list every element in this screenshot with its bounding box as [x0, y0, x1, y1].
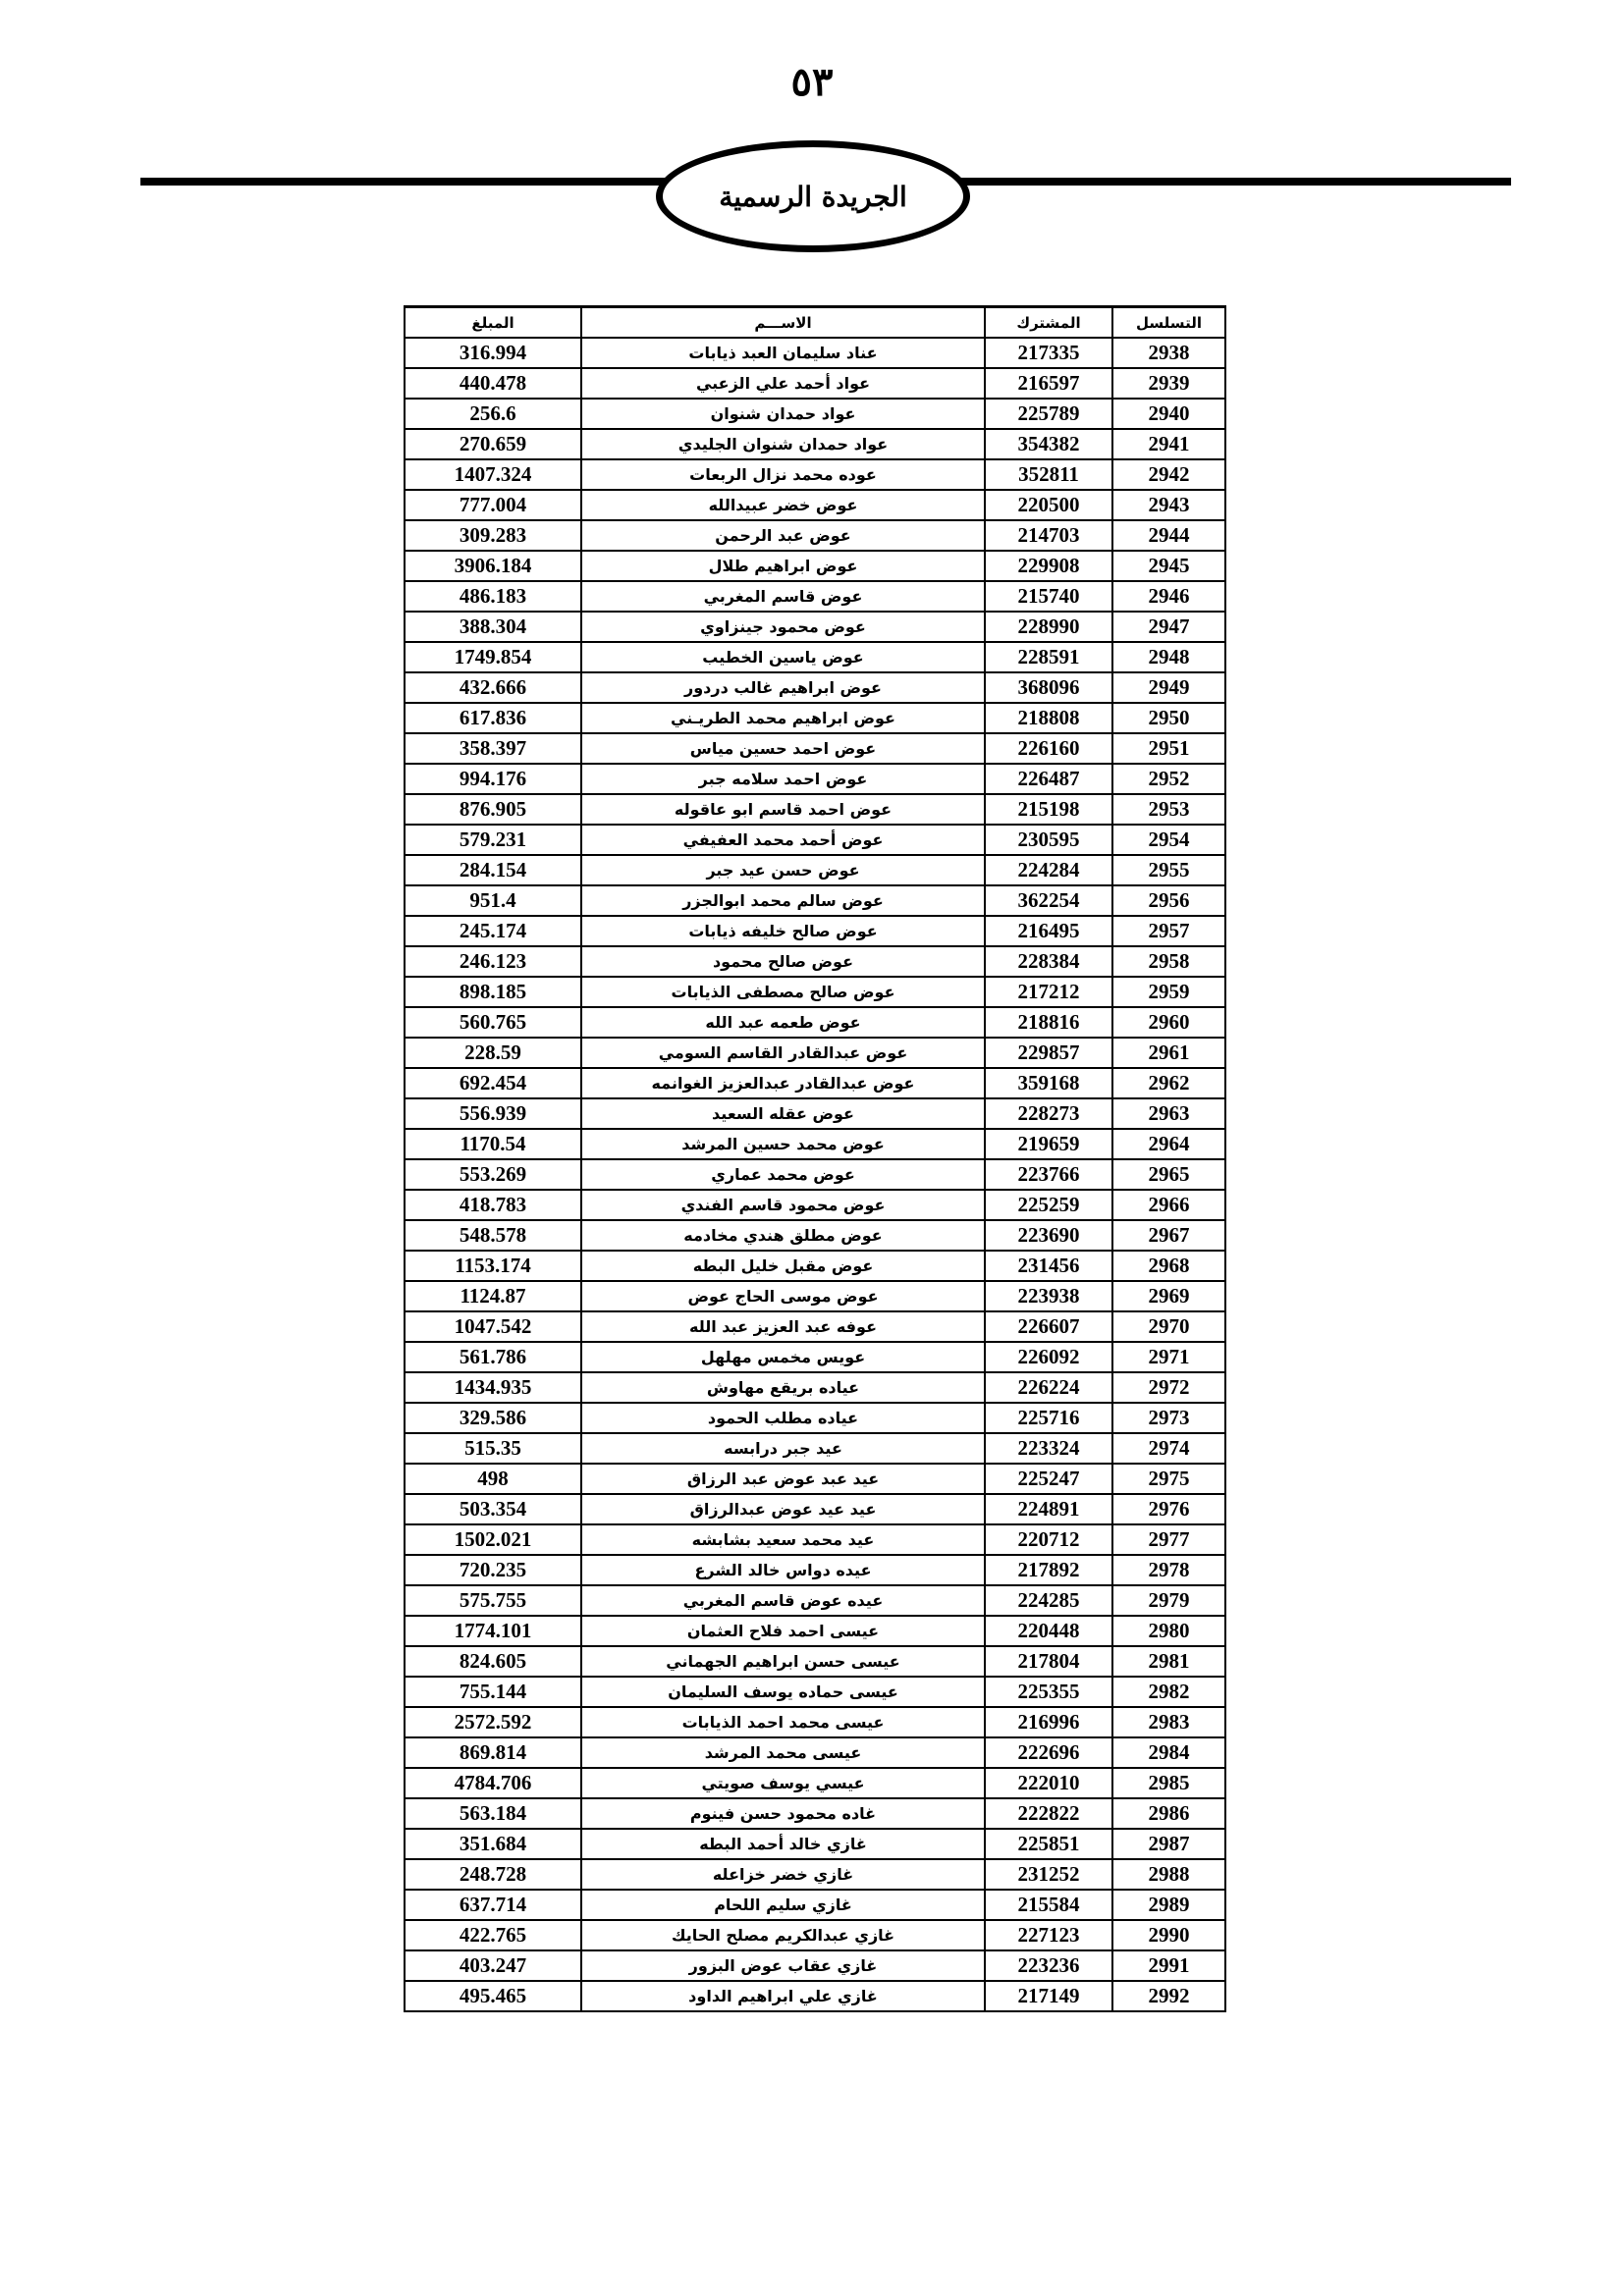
- table-row: [405, 703, 1225, 733]
- cell-amount: 515.35: [405, 1433, 581, 1464]
- cell-serial: 2957: [1112, 916, 1225, 946]
- cell-name: عيد جبر درابسه: [581, 1433, 985, 1464]
- cell-name: عيد عبد عوض عبد الرزاق: [581, 1464, 985, 1494]
- table-row: [405, 794, 1225, 825]
- table-row: [405, 1038, 1225, 1068]
- table-row: [405, 764, 1225, 794]
- cell-subscriber: 217804: [985, 1646, 1112, 1677]
- cell-amount: 1153.174: [405, 1251, 581, 1281]
- cell-name: عواد حمدان شنوان الجليدي: [581, 429, 985, 459]
- cell-amount: 495.465: [405, 1981, 581, 2011]
- cell-subscriber: 217892: [985, 1555, 1112, 1585]
- table-row: [405, 1159, 1225, 1190]
- table-row: [405, 1859, 1225, 1890]
- cell-serial: 2989: [1112, 1890, 1225, 1920]
- cell-amount: 309.283: [405, 520, 581, 551]
- cell-serial: 2959: [1112, 977, 1225, 1007]
- table-row: [405, 1372, 1225, 1403]
- cell-name: غازي عقاب عوض البزور: [581, 1950, 985, 1981]
- column-header-name: الاســـم: [581, 307, 985, 339]
- cell-serial: 2974: [1112, 1433, 1225, 1464]
- cell-serial: 2966: [1112, 1190, 1225, 1220]
- cell-serial: 2943: [1112, 490, 1225, 520]
- cell-amount: 556.939: [405, 1098, 581, 1129]
- cell-subscriber: 224285: [985, 1585, 1112, 1616]
- cell-name: عوض محمود جينزاوي: [581, 612, 985, 642]
- cell-amount: 1407.324: [405, 459, 581, 490]
- cell-amount: 351.684: [405, 1829, 581, 1859]
- table-row: [405, 490, 1225, 520]
- cell-serial: 2987: [1112, 1829, 1225, 1859]
- table-row: [405, 1768, 1225, 1798]
- table-row: [405, 672, 1225, 703]
- masthead: [656, 140, 970, 252]
- table-row: [405, 1677, 1225, 1707]
- cell-amount: 284.154: [405, 855, 581, 885]
- column-header-subscriber: المشترك: [985, 307, 1112, 339]
- cell-serial: 2949: [1112, 672, 1225, 703]
- cell-amount: 422.765: [405, 1920, 581, 1950]
- cell-serial: 2947: [1112, 612, 1225, 642]
- cell-amount: 951.4: [405, 885, 581, 916]
- column-header-serial: التسلسل: [1112, 307, 1225, 339]
- cell-amount: 418.783: [405, 1190, 581, 1220]
- cell-amount: 3906.184: [405, 551, 581, 581]
- cell-name: عوض مقبل خليل البطه: [581, 1251, 985, 1281]
- cell-name: عوض ياسين الخطيب: [581, 642, 985, 672]
- cell-name: عوض صالح مصطفى الذيابات: [581, 977, 985, 1007]
- cell-subscriber: 219659: [985, 1129, 1112, 1159]
- cell-serial: 2945: [1112, 551, 1225, 581]
- table-row: [405, 1129, 1225, 1159]
- cell-amount: 824.605: [405, 1646, 581, 1677]
- cell-name: عيد عيد عوض عبدالرزاق: [581, 1494, 985, 1524]
- table-row: [405, 1403, 1225, 1433]
- table-row: [405, 368, 1225, 399]
- table-row: [405, 399, 1225, 429]
- cell-serial: 2992: [1112, 1981, 1225, 2011]
- cell-serial: 2981: [1112, 1646, 1225, 1677]
- cell-subscriber: 223766: [985, 1159, 1112, 1190]
- table-row: [405, 551, 1225, 581]
- cell-serial: 2961: [1112, 1038, 1225, 1068]
- cell-serial: 2970: [1112, 1311, 1225, 1342]
- cell-amount: 1774.101: [405, 1616, 581, 1646]
- column-header-amount: المبلغ: [405, 307, 581, 339]
- cell-amount: 755.144: [405, 1677, 581, 1707]
- cell-serial: 2939: [1112, 368, 1225, 399]
- cell-amount: 486.183: [405, 581, 581, 612]
- cell-serial: 2964: [1112, 1129, 1225, 1159]
- cell-subscriber: 230595: [985, 825, 1112, 855]
- cell-subscriber: 223324: [985, 1433, 1112, 1464]
- cell-amount: 1749.854: [405, 642, 581, 672]
- cell-subscriber: 214703: [985, 520, 1112, 551]
- cell-name: عوض ابراهيم محمد الطريـني: [581, 703, 985, 733]
- table-row: [405, 1220, 1225, 1251]
- table-row: [405, 977, 1225, 1007]
- cell-serial: 2984: [1112, 1737, 1225, 1768]
- cell-subscriber: 227123: [985, 1920, 1112, 1950]
- cell-name: عوض ابراهيم طلال: [581, 551, 985, 581]
- table-row: [405, 1707, 1225, 1737]
- cell-serial: 2951: [1112, 733, 1225, 764]
- table-row: [405, 825, 1225, 855]
- cell-name: عوض خضر عبيدالله: [581, 490, 985, 520]
- cell-subscriber: 228273: [985, 1098, 1112, 1129]
- cell-amount: 228.59: [405, 1038, 581, 1068]
- cell-subscriber: 220448: [985, 1616, 1112, 1646]
- cell-name: عوض محمد حسين المرشد: [581, 1129, 985, 1159]
- cell-name: عوض احمد سلامه جبر: [581, 764, 985, 794]
- cell-subscriber: 226224: [985, 1372, 1112, 1403]
- cell-amount: 358.397: [405, 733, 581, 764]
- cell-serial: 2958: [1112, 946, 1225, 977]
- cell-name: عيسى حماده يوسف السليمان: [581, 1677, 985, 1707]
- cell-amount: 1434.935: [405, 1372, 581, 1403]
- table-row: [405, 1311, 1225, 1342]
- cell-name: عوض مطلق هندي مخادمه: [581, 1220, 985, 1251]
- cell-amount: 388.304: [405, 612, 581, 642]
- table-row: [405, 1555, 1225, 1585]
- cell-subscriber: 217335: [985, 338, 1112, 368]
- cell-amount: 1170.54: [405, 1129, 581, 1159]
- cell-serial: 2990: [1112, 1920, 1225, 1950]
- cell-name: عوض سالم محمد ابوالجزر: [581, 885, 985, 916]
- cell-subscriber: 229908: [985, 551, 1112, 581]
- cell-amount: 329.586: [405, 1403, 581, 1433]
- cell-amount: 579.231: [405, 825, 581, 855]
- cell-subscriber: 226487: [985, 764, 1112, 794]
- cell-name: عوض صالح محمود: [581, 946, 985, 977]
- cell-serial: 2983: [1112, 1707, 1225, 1737]
- cell-name: غازي سليم اللحام: [581, 1890, 985, 1920]
- cell-amount: 561.786: [405, 1342, 581, 1372]
- cell-serial: 2948: [1112, 642, 1225, 672]
- table-row: [405, 1646, 1225, 1677]
- cell-name: عياده مطلب الحمود: [581, 1403, 985, 1433]
- cell-subscriber: 218808: [985, 703, 1112, 733]
- cell-amount: 637.714: [405, 1890, 581, 1920]
- table-row: [405, 1068, 1225, 1098]
- cell-serial: 2967: [1112, 1220, 1225, 1251]
- cell-subscriber: 222010: [985, 1768, 1112, 1798]
- cell-name: غازي عبدالكريم مصلح الحايك: [581, 1920, 985, 1950]
- cell-amount: 1047.542: [405, 1311, 581, 1342]
- cell-name: عوض عبدالقادر القاسم السومي: [581, 1038, 985, 1068]
- table-row: [405, 612, 1225, 642]
- cell-subscriber: 217149: [985, 1981, 1112, 2011]
- table-row: [405, 1524, 1225, 1555]
- cell-name: عوض صالح خليفه ذيابات: [581, 916, 985, 946]
- cell-name: عوض موسى الحاج عوض: [581, 1281, 985, 1311]
- cell-subscriber: 223938: [985, 1281, 1112, 1311]
- cell-amount: 440.478: [405, 368, 581, 399]
- cell-name: غازي علي ابراهيم الداود: [581, 1981, 985, 2011]
- cell-serial: 2938: [1112, 338, 1225, 368]
- cell-name: عيده عوض قاسم المغربي: [581, 1585, 985, 1616]
- cell-subscriber: 220500: [985, 490, 1112, 520]
- table-row: [405, 1342, 1225, 1372]
- cell-name: عيد محمد سعيد بشابشه: [581, 1524, 985, 1555]
- table-body: [405, 338, 1225, 2011]
- cell-subscriber: 215198: [985, 794, 1112, 825]
- cell-subscriber: 216597: [985, 368, 1112, 399]
- cell-serial: 2960: [1112, 1007, 1225, 1038]
- cell-name: عوض احمد قاسم ابو عاقوله: [581, 794, 985, 825]
- cell-name: غاده محمود حسن فينوم: [581, 1798, 985, 1829]
- cell-subscriber: 354382: [985, 429, 1112, 459]
- cell-serial: 2968: [1112, 1251, 1225, 1281]
- cell-amount: 560.765: [405, 1007, 581, 1038]
- cell-serial: 2991: [1112, 1950, 1225, 1981]
- cell-amount: 503.354: [405, 1494, 581, 1524]
- cell-name: عوض أحمد محمد العفيفي: [581, 825, 985, 855]
- cell-serial: 2953: [1112, 794, 1225, 825]
- table-row: [405, 946, 1225, 977]
- cell-amount: 563.184: [405, 1798, 581, 1829]
- cell-name: عوض عقله السعيد: [581, 1098, 985, 1129]
- cell-subscriber: 226160: [985, 733, 1112, 764]
- cell-name: عوض ابراهيم غالب دردور: [581, 672, 985, 703]
- cell-name: عيسى محمد المرشد: [581, 1737, 985, 1768]
- cell-serial: 2978: [1112, 1555, 1225, 1585]
- cell-subscriber: 216996: [985, 1707, 1112, 1737]
- cell-name: عيسى حسن ابراهيم الجهماني: [581, 1646, 985, 1677]
- cell-name: عويس مخمس مهلهل: [581, 1342, 985, 1372]
- table-row: [405, 1190, 1225, 1220]
- cell-name: عوض محمد عماري: [581, 1159, 985, 1190]
- cell-subscriber: 228591: [985, 642, 1112, 672]
- cell-serial: 2955: [1112, 855, 1225, 885]
- cell-name: عوض عبد الرحمن: [581, 520, 985, 551]
- table-row: [405, 1494, 1225, 1524]
- cell-subscriber: 215584: [985, 1890, 1112, 1920]
- cell-amount: 1502.021: [405, 1524, 581, 1555]
- cell-subscriber: 225355: [985, 1677, 1112, 1707]
- cell-amount: 498: [405, 1464, 581, 1494]
- cell-serial: 2963: [1112, 1098, 1225, 1129]
- cell-subscriber: 222822: [985, 1798, 1112, 1829]
- cell-subscriber: 224284: [985, 855, 1112, 885]
- table-row: [405, 1920, 1225, 1950]
- cell-subscriber: 368096: [985, 672, 1112, 703]
- cell-subscriber: 225789: [985, 399, 1112, 429]
- cell-serial: 2975: [1112, 1464, 1225, 1494]
- cell-amount: 617.836: [405, 703, 581, 733]
- cell-subscriber: 231456: [985, 1251, 1112, 1281]
- cell-serial: 2977: [1112, 1524, 1225, 1555]
- cell-amount: 270.659: [405, 429, 581, 459]
- cell-amount: 245.174: [405, 916, 581, 946]
- cell-serial: 2976: [1112, 1494, 1225, 1524]
- cell-amount: 876.905: [405, 794, 581, 825]
- cell-name: عناد سليمان العبد ذيابات: [581, 338, 985, 368]
- cell-subscriber: 224891: [985, 1494, 1112, 1524]
- cell-subscriber: 226092: [985, 1342, 1112, 1372]
- table-row: [405, 1281, 1225, 1311]
- cell-serial: 2969: [1112, 1281, 1225, 1311]
- cell-serial: 2956: [1112, 885, 1225, 916]
- table-row: [405, 338, 1225, 368]
- cell-subscriber: 359168: [985, 1068, 1112, 1098]
- table-row: [405, 1798, 1225, 1829]
- cell-serial: 2946: [1112, 581, 1225, 612]
- cell-amount: 548.578: [405, 1220, 581, 1251]
- cell-name: عوض طعمه عبد الله: [581, 1007, 985, 1038]
- table-row: [405, 1007, 1225, 1038]
- cell-name: عوض احمد حسين مياس: [581, 733, 985, 764]
- cell-amount: 248.728: [405, 1859, 581, 1890]
- cell-serial: 2980: [1112, 1616, 1225, 1646]
- cell-amount: 869.814: [405, 1737, 581, 1768]
- cell-amount: 2572.592: [405, 1707, 581, 1737]
- cell-name: عيسى احمد فلاح العثمان: [581, 1616, 985, 1646]
- cell-amount: 994.176: [405, 764, 581, 794]
- cell-subscriber: 218816: [985, 1007, 1112, 1038]
- cell-amount: 720.235: [405, 1555, 581, 1585]
- cell-amount: 777.004: [405, 490, 581, 520]
- table-row: [405, 1585, 1225, 1616]
- page-number: ٥٣: [790, 59, 834, 105]
- table-row: [405, 1251, 1225, 1281]
- cell-serial: 2940: [1112, 399, 1225, 429]
- cell-name: عواد أحمد علي الزعبي: [581, 368, 985, 399]
- table-row: [405, 916, 1225, 946]
- cell-serial: 2965: [1112, 1159, 1225, 1190]
- cell-serial: 2982: [1112, 1677, 1225, 1707]
- table-row: [405, 642, 1225, 672]
- cell-amount: 4784.706: [405, 1768, 581, 1798]
- table-row: [405, 1098, 1225, 1129]
- table-row: [405, 885, 1225, 916]
- cell-subscriber: 228990: [985, 612, 1112, 642]
- cell-serial: 2962: [1112, 1068, 1225, 1098]
- cell-serial: 2971: [1112, 1342, 1225, 1372]
- cell-name: عيده دواس خالد الشرع: [581, 1555, 985, 1585]
- cell-subscriber: 226607: [985, 1311, 1112, 1342]
- cell-amount: 256.6: [405, 399, 581, 429]
- cell-subscriber: 223690: [985, 1220, 1112, 1251]
- cell-name: عيسى محمد احمد الذيابات: [581, 1707, 985, 1737]
- cell-name: عوض حسن عيد جبر: [581, 855, 985, 885]
- cell-subscriber: 217212: [985, 977, 1112, 1007]
- table-row: [405, 520, 1225, 551]
- masthead-title: الجريدة الرسمية: [719, 180, 907, 213]
- cell-amount: 1124.87: [405, 1281, 581, 1311]
- cell-serial: 2972: [1112, 1372, 1225, 1403]
- table-row: [405, 429, 1225, 459]
- table-row: [405, 733, 1225, 764]
- cell-subscriber: 216495: [985, 916, 1112, 946]
- cell-amount: 553.269: [405, 1159, 581, 1190]
- cell-amount: 575.755: [405, 1585, 581, 1616]
- cell-subscriber: 229857: [985, 1038, 1112, 1068]
- cell-serial: 2941: [1112, 429, 1225, 459]
- cell-subscriber: 362254: [985, 885, 1112, 916]
- table-row: [405, 1950, 1225, 1981]
- table-row: [405, 1829, 1225, 1859]
- cell-name: عيسي يوسف صويتي: [581, 1768, 985, 1798]
- cell-name: عوض عبدالقادر عبدالعزيز الغوانمه: [581, 1068, 985, 1098]
- cell-subscriber: 225259: [985, 1190, 1112, 1220]
- table-row: [405, 855, 1225, 885]
- cell-name: عواد حمدان شنوان: [581, 399, 985, 429]
- cell-name: عوض قاسم المغربي: [581, 581, 985, 612]
- table-header-row: [405, 307, 1225, 339]
- cell-serial: 2985: [1112, 1768, 1225, 1798]
- cell-amount: 898.185: [405, 977, 581, 1007]
- cell-amount: 692.454: [405, 1068, 581, 1098]
- cell-serial: 2986: [1112, 1798, 1225, 1829]
- cell-serial: 2950: [1112, 703, 1225, 733]
- cell-amount: 316.994: [405, 338, 581, 368]
- cell-serial: 2954: [1112, 825, 1225, 855]
- cell-serial: 2944: [1112, 520, 1225, 551]
- cell-serial: 2979: [1112, 1585, 1225, 1616]
- cell-subscriber: 352811: [985, 459, 1112, 490]
- cell-serial: 2952: [1112, 764, 1225, 794]
- cell-subscriber: 225247: [985, 1464, 1112, 1494]
- cell-subscriber: 220712: [985, 1524, 1112, 1555]
- cell-subscriber: 222696: [985, 1737, 1112, 1768]
- cell-name: عياده بريقع مهاوش: [581, 1372, 985, 1403]
- table-row: [405, 1737, 1225, 1768]
- cell-amount: 246.123: [405, 946, 581, 977]
- cell-subscriber: 231252: [985, 1859, 1112, 1890]
- cell-subscriber: 225716: [985, 1403, 1112, 1433]
- cell-name: غازي خضر خزاعله: [581, 1859, 985, 1890]
- cell-name: غازي خالد أحمد البطه: [581, 1829, 985, 1859]
- cell-subscriber: 225851: [985, 1829, 1112, 1859]
- cell-subscriber: 228384: [985, 946, 1112, 977]
- cell-serial: 2988: [1112, 1859, 1225, 1890]
- cell-serial: 2942: [1112, 459, 1225, 490]
- cell-amount: 432.666: [405, 672, 581, 703]
- table-row: [405, 1464, 1225, 1494]
- cell-subscriber: 223236: [985, 1950, 1112, 1981]
- cell-name: عوفه عبد العزيز عبد الله: [581, 1311, 985, 1342]
- table-row: [405, 459, 1225, 490]
- table-row: [405, 1981, 1225, 2011]
- cell-subscriber: 215740: [985, 581, 1112, 612]
- cell-serial: 2973: [1112, 1403, 1225, 1433]
- table-row: [405, 581, 1225, 612]
- table-row: [405, 1433, 1225, 1464]
- table-row: [405, 1616, 1225, 1646]
- cell-name: عوض محمود قاسم الفندي: [581, 1190, 985, 1220]
- cell-name: عوده محمد نزال الربعات: [581, 459, 985, 490]
- cell-amount: 403.247: [405, 1950, 581, 1981]
- table-row: [405, 1890, 1225, 1920]
- roster-table: [404, 305, 1226, 2012]
